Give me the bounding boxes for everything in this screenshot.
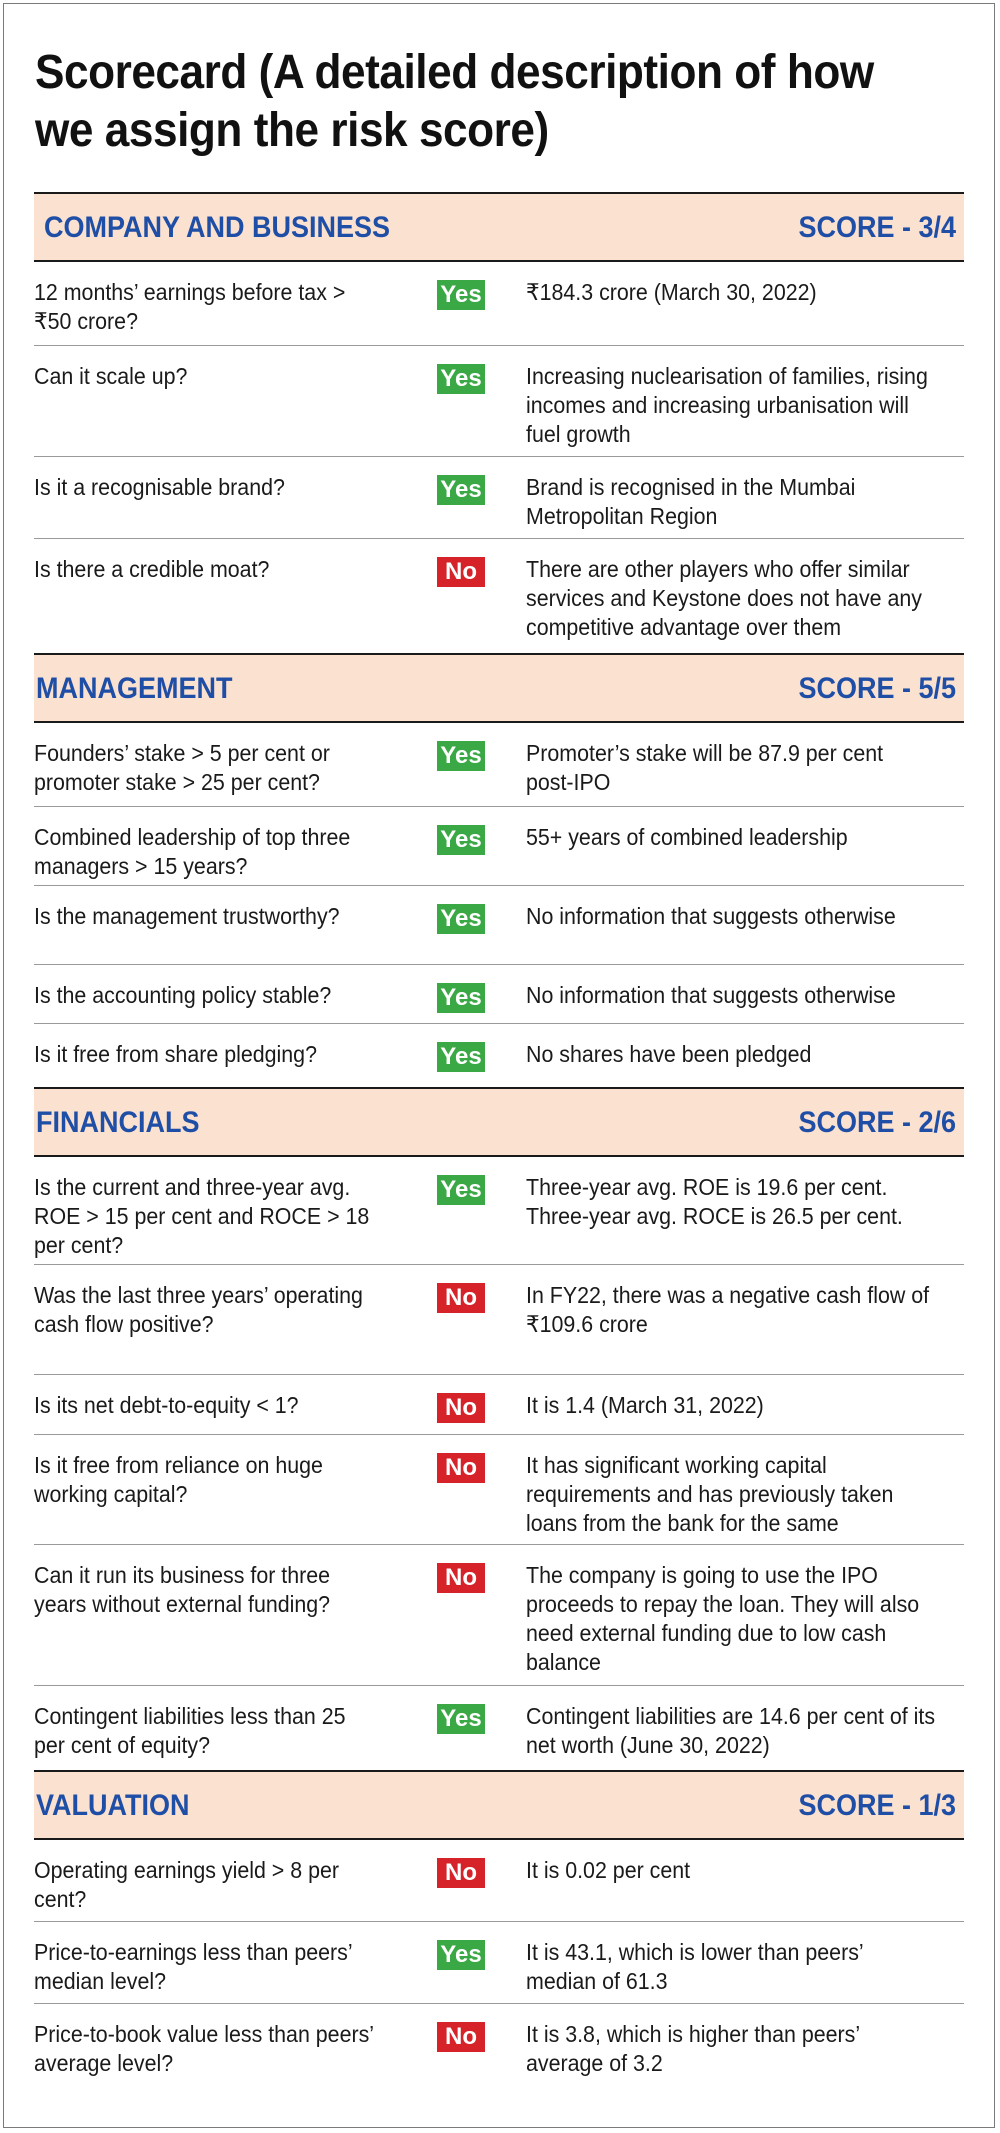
detail-text: Three-year avg. ROE is 19.6 per cent. Three-year avg. ROCE is 26.5 per cent. <box>526 1174 903 1229</box>
section-score: SCORE - 3/4 <box>798 211 956 244</box>
verdict-badge: No <box>437 1858 485 1888</box>
scorecard-table <box>34 192 964 2086</box>
page-title: Scorecard (A detailed description of how we assign the risk score) <box>35 46 874 157</box>
verdict-badge: Yes <box>437 904 485 934</box>
question-text: Is the management trustworthy? <box>34 903 340 929</box>
detail-text: Promoter’s stake will be 87.9 per cent post-IPO <box>526 740 884 795</box>
table-row <box>34 807 964 886</box>
verdict-badge: No <box>437 1393 485 1423</box>
question-text: Contingent liabilities less than 25 per cent of equity? <box>34 1703 346 1758</box>
verdict-badge: Yes <box>437 1704 485 1734</box>
table-row <box>34 965 964 1024</box>
table-row <box>34 1157 964 1265</box>
verdict-badge: Yes <box>437 475 485 505</box>
verdict-badge: No <box>437 2022 485 2052</box>
verdict-badge: Yes <box>437 825 485 855</box>
verdict-badge: Yes <box>437 280 485 310</box>
detail-text: 55+ years of combined leadership <box>526 824 848 850</box>
section-header-valuation <box>34 1770 964 1840</box>
detail-text: No information that suggests otherwise <box>526 903 896 929</box>
detail-text: The company is going to use the IPO proceeds to repay the loan. They will also need external funding due to low cash balance <box>526 1562 920 1675</box>
verdict-badge: Yes <box>437 983 485 1013</box>
table-row <box>34 1265 964 1375</box>
detail-text: No information that suggests otherwise <box>526 982 896 1008</box>
detail-text: Brand is recognised in the Mumbai Metropolitan Region <box>526 474 856 529</box>
question-text: Is it free from share pledging? <box>34 1041 317 1067</box>
section-title: MANAGEMENT <box>36 672 233 705</box>
section-header-management <box>34 653 964 723</box>
table-row <box>34 262 964 346</box>
detail-text: ₹184.3 crore (March 30, 2022) <box>526 279 817 305</box>
question-text: Is the accounting policy stable? <box>34 982 332 1008</box>
question-text: Price-to-book value less than peers’ average level? <box>34 2021 374 2076</box>
section-header-company <box>34 192 964 262</box>
table-row <box>34 1375 964 1435</box>
verdict-badge: Yes <box>437 1042 485 1072</box>
table-row <box>34 1024 964 1087</box>
verdict-badge: No <box>437 1563 485 1593</box>
question-text: Is it free from reliance on huge working capital? <box>34 1452 323 1507</box>
question-text: Can it run its business for three years without external funding? <box>34 1562 331 1617</box>
question-text: Is it a recognisable brand? <box>34 474 285 500</box>
question-text: Is its net debt-to-equity < 1? <box>34 1392 299 1418</box>
verdict-badge: No <box>437 1283 485 1313</box>
verdict-badge: Yes <box>437 364 485 394</box>
detail-text: No shares have been pledged <box>526 1041 812 1067</box>
question-text: Price-to-earnings less than peers’ median level? <box>34 1939 352 1994</box>
verdict-badge: No <box>437 1453 485 1483</box>
table-row <box>34 457 964 539</box>
verdict-badge: Yes <box>437 741 485 771</box>
detail-text: There are other players who offer similar services and Keystone does not have any competitive advantage over them <box>526 556 922 640</box>
table-row <box>34 886 964 965</box>
detail-text: Increasing nuclearisation of families, rising incomes and increasing urbanisation will fuel growth <box>526 363 928 447</box>
detail-text: In FY22, there was a negative cash flow of ₹109.6 crore <box>526 1282 930 1337</box>
detail-text: It is 3.8, which is higher than peers’ average of 3.2 <box>526 2021 860 2076</box>
detail-text: It has significant working capital requirements and has previously taken loans from the bank for the same <box>526 1452 894 1536</box>
table-row <box>34 1435 964 1545</box>
section-score: SCORE - 1/3 <box>798 1789 956 1822</box>
verdict-badge: Yes <box>437 1940 485 1970</box>
verdict-badge: Yes <box>437 1175 485 1205</box>
table-row <box>34 539 964 653</box>
question-text: 12 months’ earnings before tax > ₹50 crore? <box>34 279 346 334</box>
detail-text: It is 0.02 per cent <box>526 1857 691 1883</box>
section-title: FINANCIALS <box>36 1106 200 1139</box>
question-text: Is the current and three-year avg. ROE > 15 per cent and ROCE > 18 per cent? <box>34 1174 370 1258</box>
section-title: COMPANY AND BUSINESS <box>44 211 391 244</box>
question-text: Founders’ stake > 5 per cent or promoter stake > 25 per cent? <box>34 740 330 795</box>
section-title: VALUATION <box>36 1789 190 1822</box>
table-row <box>34 346 964 457</box>
question-text: Operating earnings yield > 8 per cent? <box>34 1857 339 1912</box>
section-score: SCORE - 2/6 <box>798 1106 956 1139</box>
detail-text: It is 43.1, which is lower than peers’ median of 61.3 <box>526 1939 863 1994</box>
detail-text: Contingent liabilities are 14.6 per cent of its net worth (June 30, 2022) <box>526 1703 936 1758</box>
table-row <box>34 2004 964 2086</box>
question-text: Can it scale up? <box>34 363 188 389</box>
verdict-badge: No <box>437 557 485 587</box>
table-row <box>34 1840 964 1922</box>
question-text: Was the last three years’ operating cash flow positive? <box>34 1282 363 1337</box>
section-header-financials <box>34 1087 964 1157</box>
table-row <box>34 723 964 807</box>
detail-text: It is 1.4 (March 31, 2022) <box>526 1392 764 1418</box>
question-text: Is there a credible moat? <box>34 556 270 582</box>
table-row <box>34 1545 964 1686</box>
question-text: Combined leadership of top three managers > 15 years? <box>34 824 351 879</box>
section-score: SCORE - 5/5 <box>798 672 956 705</box>
table-row <box>34 1686 964 1770</box>
table-row <box>34 1922 964 2004</box>
